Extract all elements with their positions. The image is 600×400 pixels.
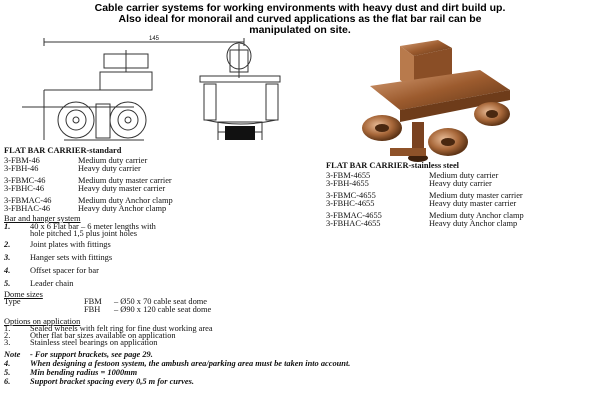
header-line-1: Cable carrier systems for working environments with heavy dust and dirt build up. — [94, 2, 506, 14]
list-item: 3. Stainless steel bearings on application — [4, 338, 158, 347]
list-item: 3-FBMC-46 Medium duty master carrier — [4, 176, 172, 185]
list-item: 4. Offset spacer for bar — [4, 266, 99, 275]
dimension-label: 145 — [149, 36, 160, 42]
list-item: 3-FBMC-4655 Medium duty master carrier — [326, 191, 523, 200]
options-title: Options on application — [4, 317, 81, 326]
list-item-continuation: hole pitched 1,5 plus joint holes — [30, 229, 138, 238]
list-item: 3-FBM-4655 Medium duty carrier — [326, 171, 499, 180]
list-item: 3-FBM-46 Medium duty carrier — [4, 156, 148, 165]
list-item: 2. Other flat bar sizes available on application — [4, 331, 176, 340]
list-item: 3-FBHAC-46 Heavy duty Anchor clamp — [4, 204, 167, 213]
list-item: 3-FBHC-46 Heavy duty master carrier — [4, 184, 166, 193]
list-item: 1. 40 x 6 Flat bar – 6 meter lengths with — [4, 222, 156, 231]
list-item: 3-FBMAC-4655 Medium duty Anchor clamp — [326, 211, 524, 220]
list-item: 3-FBHAC-4655 Heavy duty Anchor clamp — [326, 219, 518, 228]
list-item: 4. When designing a festoon system, the ambush area/parking area must be taken into account. — [4, 359, 351, 368]
list-item: 3-FBH-46 Heavy duty carrier — [4, 164, 141, 173]
header-line-3: manipulated on site. — [249, 24, 351, 36]
note-line: Note - For support brackets, see page 29. — [4, 350, 153, 359]
stainless-title: FLAT BAR CARRIER-stainless steel — [326, 161, 459, 170]
bar-hanger-title: Bar and hanger system — [4, 214, 81, 223]
list-item: FBH – Ø90 x 120 cable seat dome — [84, 305, 212, 314]
header-line-2: Also ideal for monorail and curved applications as the flat bar rail can be — [118, 13, 482, 25]
list-item: 5. Min bending radius = 1000mm — [4, 368, 138, 377]
list-item: 3-FBHC-4655 Heavy duty master carrier — [326, 199, 517, 208]
standard-title: FLAT BAR CARRIER-standard — [4, 146, 122, 155]
list-item: 6. Support bracket spacing every 0,5 m for curves. — [4, 377, 194, 386]
list-item: 3. Hanger sets with fittings — [4, 253, 113, 262]
product-photo — [330, 38, 526, 172]
list-item: 1. Sealed wheels with felt ring for fine dust working area — [4, 324, 213, 333]
list-item: 2. Joint plates with fittings — [4, 240, 111, 249]
list-item: FBM – Ø50 x 70 cable seat dome — [84, 297, 208, 306]
dome-type-label: Type — [4, 297, 21, 306]
list-item: 5. Leader chain — [4, 279, 74, 288]
technical-drawing — [4, 32, 296, 144]
list-item: 3-FBH-4655 Heavy duty carrier — [326, 179, 492, 188]
dome-title: Dome sizes — [4, 290, 43, 299]
list-item: 3-FBMAC-46 Medium duty Anchor clamp — [4, 196, 173, 205]
